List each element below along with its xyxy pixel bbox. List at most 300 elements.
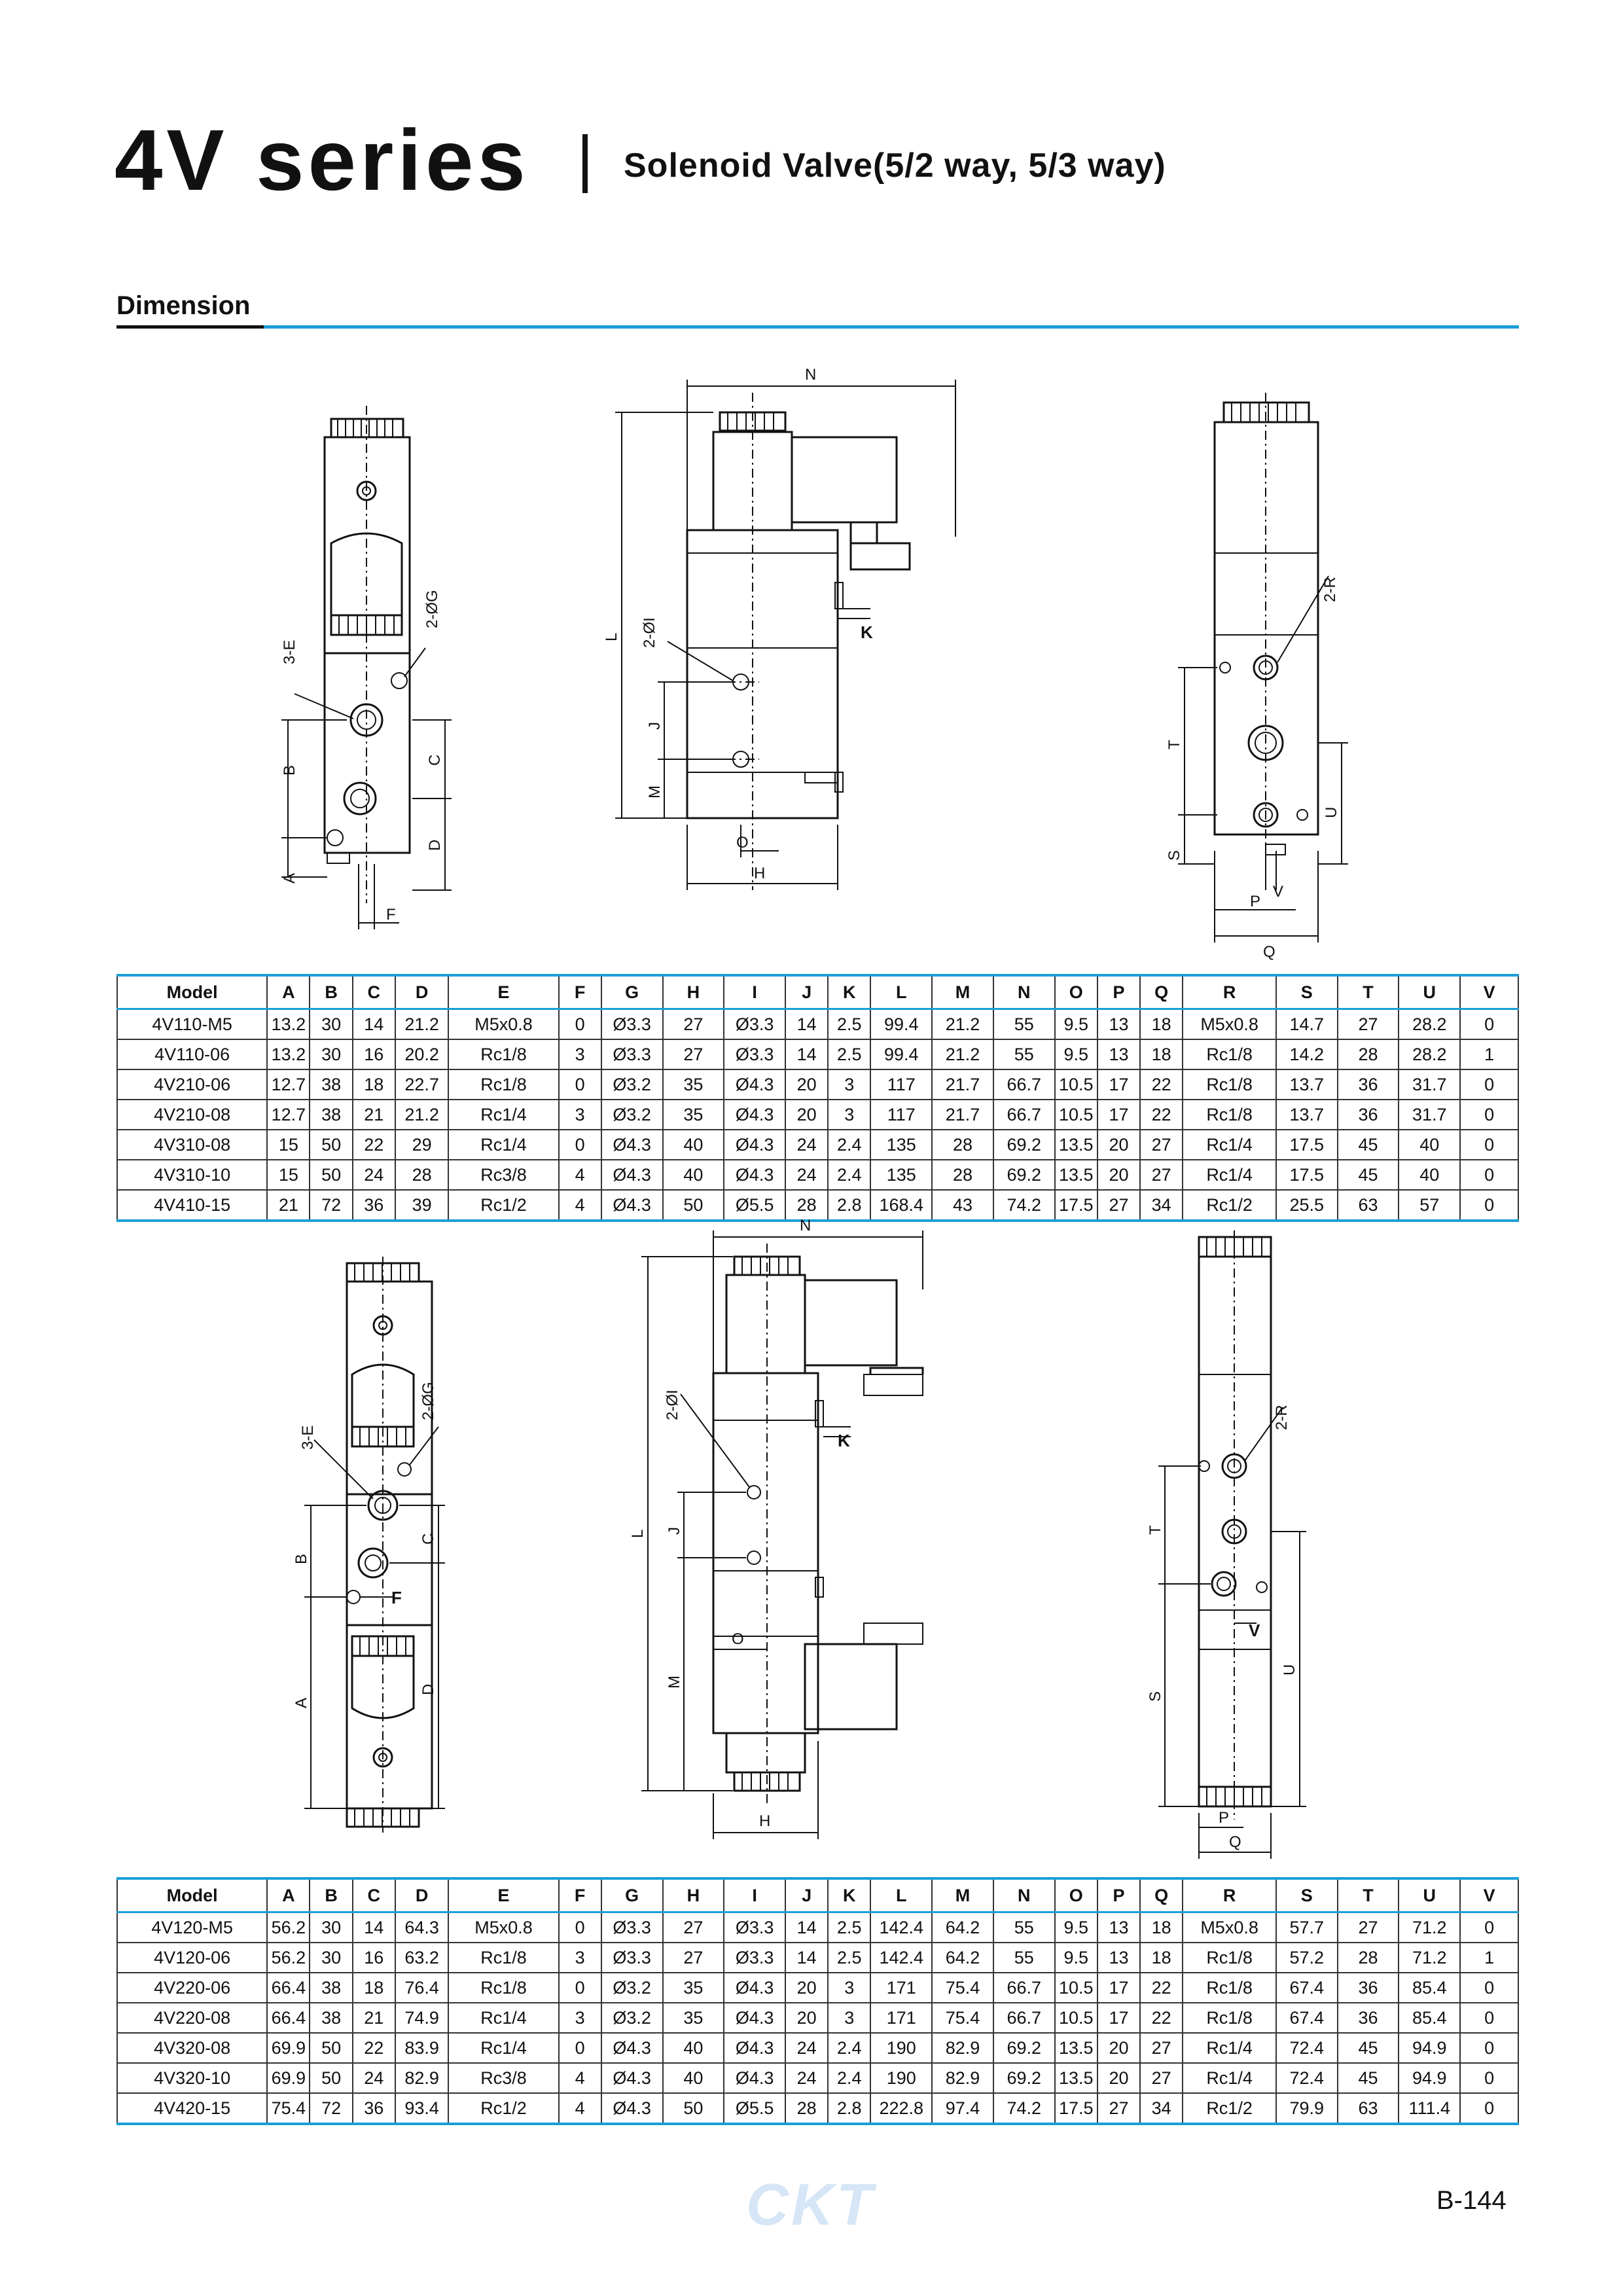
table-cell: 14 [353, 1009, 395, 1040]
end-label-P: P [1250, 893, 1261, 910]
table-cell: 20 [785, 2003, 828, 2033]
table-cell: 13.5 [1055, 2063, 1097, 2093]
col-header-n: N [993, 975, 1055, 1009]
table-cell: 0 [1460, 1009, 1518, 1040]
col-header-g: G [601, 975, 663, 1009]
table-cell: 75.4 [932, 1973, 993, 2003]
table-cell: 28.2 [1399, 1039, 1460, 1069]
col-header-r: R [1183, 1878, 1276, 1912]
table-cell: 31.7 [1399, 1069, 1460, 1100]
table-cell: 30 [310, 1912, 352, 1943]
table-cell: 66.7 [993, 1973, 1055, 2003]
table-cell: 2.8 [828, 2093, 870, 2124]
table-cell: 17.5 [1055, 2093, 1097, 2124]
spec-table-5-2-way [116, 974, 1519, 1222]
table-cell: 27 [1338, 1912, 1399, 1943]
table-cell: 13 [1097, 1039, 1140, 1069]
model-cell: 4V310-10 [117, 1160, 267, 1190]
table-cell: 83.9 [395, 2033, 449, 2063]
table-cell: 28 [932, 1160, 993, 1190]
col-header-k: K [828, 1878, 870, 1912]
table-cell: 14.7 [1276, 1009, 1338, 1040]
table-cell: 24 [785, 2063, 828, 2093]
table-cell: 9.5 [1055, 1039, 1097, 1069]
table-row [117, 2003, 1518, 2033]
col-header-b: B [310, 975, 352, 1009]
table-cell: 67.4 [1276, 2003, 1338, 2033]
table-cell: Ø4.3 [724, 1100, 785, 1130]
end-label-2R-b: 2-R [1273, 1405, 1291, 1430]
col-header-a: A [267, 975, 310, 1009]
table-cell: 13.5 [1055, 1130, 1097, 1160]
end-label-2R: 2-R [1321, 577, 1339, 602]
table-cell: 20 [785, 1100, 828, 1130]
side-label-M: M [646, 785, 664, 798]
table-cell: 13.2 [267, 1009, 310, 1040]
table-cell: 18 [1140, 1943, 1183, 1973]
col-header-c: C [353, 975, 395, 1009]
table-cell: 82.9 [932, 2033, 993, 2063]
table-cell: 20.2 [395, 1039, 449, 1069]
table-cell: 50 [310, 2033, 352, 2063]
series-subtitle: Solenoid Valve(5/2 way, 5/3 way) [624, 147, 1166, 185]
table-cell: 35 [663, 2003, 724, 2033]
table-cell: 79.9 [1276, 2093, 1338, 2124]
table-cell: 190 [870, 2063, 932, 2093]
table-cell: 22 [1140, 2003, 1183, 2033]
table-cell: Rc1/2 [448, 1190, 558, 1221]
side-label-N-b: N [800, 1217, 812, 1234]
table-cell: 94.9 [1399, 2033, 1460, 2063]
table-row [117, 1009, 1518, 1040]
col-header-d: D [395, 975, 449, 1009]
model-cell: 4V420-15 [117, 2093, 267, 2124]
side-label-H: H [754, 865, 766, 882]
table-cell: 94.9 [1399, 2063, 1460, 2093]
table-row [117, 2093, 1518, 2124]
table-cell: 171 [870, 1973, 932, 2003]
top-end-view-diagram [1139, 393, 1374, 969]
front-label-2G-b: 2-ØG [419, 1382, 437, 1420]
table-cell: 2.4 [828, 1160, 870, 1190]
side-label-N: N [805, 367, 817, 384]
table-cell: 99.4 [870, 1039, 932, 1069]
table-cell: 16 [353, 1943, 395, 1973]
front-label-C: C [426, 754, 444, 766]
table-cell: 14 [785, 1039, 828, 1069]
side-label-J: J [646, 722, 664, 730]
table-cell: 45 [1338, 1160, 1399, 1190]
table-cell: 76.4 [395, 1973, 449, 2003]
table-cell: 17.5 [1055, 1190, 1097, 1221]
table-cell: 3 [559, 2003, 601, 2033]
table-cell: 24 [785, 1160, 828, 1190]
col-header-p: P [1097, 975, 1140, 1009]
table-cell: 75.4 [267, 2093, 310, 2124]
col-header-q: Q [1140, 975, 1183, 1009]
col-header-l: L [870, 1878, 932, 1912]
col-header-e: E [448, 1878, 558, 1912]
col-header-r: R [1183, 975, 1276, 1009]
table-cell: 0 [559, 1912, 601, 1943]
end-label-T-b: T [1147, 1525, 1164, 1535]
table-cell: 28 [785, 1190, 828, 1221]
side-label-O-b: O [732, 1630, 744, 1648]
col-header-q: Q [1140, 1878, 1183, 1912]
model-cell: 4V210-08 [117, 1100, 267, 1130]
table-cell: Rc1/2 [448, 2093, 558, 2124]
table-cell: 0 [559, 1069, 601, 1100]
col-header-u: U [1399, 1878, 1460, 1912]
table-cell: Rc1/8 [1183, 1100, 1276, 1130]
table-cell: 66.4 [267, 1973, 310, 2003]
table-cell: Rc1/8 [1183, 2003, 1276, 2033]
table-cell: 135 [870, 1160, 932, 1190]
front-label-2G: 2-ØG [423, 590, 441, 628]
table-cell: 22 [353, 2033, 395, 2063]
table-cell: 72 [310, 1190, 352, 1221]
front-label-B-b: B [293, 1553, 310, 1564]
table-cell: Ø3.3 [601, 1943, 663, 1973]
table-cell: Rc3/8 [448, 2063, 558, 2093]
table-cell: Ø3.3 [601, 1009, 663, 1040]
table-cell: 64.2 [932, 1943, 993, 1973]
model-cell: 4V110-M5 [117, 1009, 267, 1040]
table-cell: 16 [353, 1039, 395, 1069]
table-cell: 17 [1097, 1973, 1140, 2003]
col-header-f: F [559, 1878, 601, 1912]
col-header-model: Model [117, 975, 267, 1009]
table-cell: 10.5 [1055, 1069, 1097, 1100]
table-cell: 18 [1140, 1039, 1183, 1069]
table-cell: 74.2 [993, 2093, 1055, 2124]
table-cell: 93.4 [395, 2093, 449, 2124]
table-cell: 31.7 [1399, 1100, 1460, 1130]
col-header-l: L [870, 975, 932, 1009]
table-cell: 27 [663, 1039, 724, 1069]
table-cell: 40 [663, 1130, 724, 1160]
table-cell: 15 [267, 1130, 310, 1160]
table-cell: 0 [559, 1973, 601, 2003]
model-cell: 4V110-06 [117, 1039, 267, 1069]
table-cell: 34 [1140, 1190, 1183, 1221]
table-cell: 28 [785, 2093, 828, 2124]
table-cell: Ø3.2 [601, 2003, 663, 2033]
table-row [117, 1130, 1518, 1160]
table-cell: 24 [353, 2063, 395, 2093]
table-cell: 20 [1097, 1130, 1140, 1160]
front-label-C-b: C [419, 1533, 437, 1545]
table-cell: 117 [870, 1069, 932, 1100]
col-header-i: I [724, 1878, 785, 1912]
table-cell: Ø3.3 [724, 1912, 785, 1943]
table-cell: 69.2 [993, 2063, 1055, 2093]
table-cell: 63.2 [395, 1943, 449, 1973]
table-cell: Ø4.3 [724, 1130, 785, 1160]
table-cell: 17 [1097, 1100, 1140, 1130]
end-label-T: T [1166, 740, 1183, 749]
table-cell: 35 [663, 1100, 724, 1130]
bottom-end-view-diagram [1139, 1230, 1335, 1865]
table-cell: 0 [1460, 1069, 1518, 1100]
table-cell: 74.2 [993, 1190, 1055, 1221]
table-cell: 30 [310, 1039, 352, 1069]
table-cell: 56.2 [267, 1943, 310, 1973]
table-cell: 2.4 [828, 2063, 870, 2093]
table-cell: 28.2 [1399, 1009, 1460, 1040]
ckt-logo: CKT [746, 2172, 875, 2238]
table-cell: 10.5 [1055, 1100, 1097, 1130]
table-cell: 40 [663, 2033, 724, 2063]
table-cell: 69.2 [993, 1130, 1055, 1160]
end-label-V: V [1273, 883, 1284, 901]
table-cell: 2.5 [828, 1039, 870, 1069]
table-cell: 39 [395, 1190, 449, 1221]
table-cell: 10.5 [1055, 1973, 1097, 2003]
table-row [117, 1912, 1518, 1943]
table-cell: 43 [932, 1190, 993, 1221]
col-header-o: O [1055, 1878, 1097, 1912]
table-cell: 13 [1097, 1912, 1140, 1943]
table-cell: 55 [993, 1943, 1055, 1973]
table-cell: Ø3.3 [724, 1039, 785, 1069]
table-cell: 2.4 [828, 2033, 870, 2063]
table-cell: 55 [993, 1009, 1055, 1040]
table-cell: 50 [310, 2063, 352, 2093]
table-cell: 40 [1399, 1160, 1460, 1190]
table-cell: 18 [1140, 1912, 1183, 1943]
table-cell: 45 [1338, 2033, 1399, 2063]
table-cell: 36 [1338, 2003, 1399, 2033]
table-cell: 20 [1097, 2033, 1140, 2063]
table-cell: 17 [1097, 1069, 1140, 1100]
table-cell: 24 [785, 2033, 828, 2063]
section-title: Dimension [116, 291, 251, 320]
table-cell: 13.5 [1055, 1160, 1097, 1190]
table-cell: 66.7 [993, 2003, 1055, 2033]
table-cell: 21.2 [395, 1100, 449, 1130]
table-cell: 66.7 [993, 1100, 1055, 1130]
table-cell: 9.5 [1055, 1009, 1097, 1040]
table-cell: Rc1/4 [1183, 1160, 1276, 1190]
table-row [117, 1190, 1518, 1221]
table-cell: Rc1/4 [448, 2003, 558, 2033]
table-cell: 71.2 [1399, 1943, 1460, 1973]
table-cell: 13 [1097, 1943, 1140, 1973]
col-header-t: T [1338, 975, 1399, 1009]
table-cell: M5x0.8 [448, 1912, 558, 1943]
table-cell: 0 [1460, 1130, 1518, 1160]
table-cell: 14.2 [1276, 1039, 1338, 1069]
table-cell: Rc1/4 [448, 2033, 558, 2063]
table-cell: Rc1/8 [1183, 1973, 1276, 2003]
table-cell: Ø5.5 [724, 1190, 785, 1221]
table-cell: 85.4 [1399, 2003, 1460, 2033]
table-cell: 3 [559, 1943, 601, 1973]
table-cell: Ø4.3 [724, 1069, 785, 1100]
table-cell: 66.7 [993, 1069, 1055, 1100]
table-cell: 50 [663, 2093, 724, 2124]
front-label-B: B [281, 764, 298, 776]
table-cell: Rc1/4 [1183, 2033, 1276, 2063]
table-cell: 71.2 [1399, 1912, 1460, 1943]
table-cell: Ø3.3 [601, 1912, 663, 1943]
table-cell: 40 [663, 2063, 724, 2093]
table-cell: 50 [310, 1160, 352, 1190]
table-cell: 222.8 [870, 2093, 932, 2124]
table-cell: M5x0.8 [448, 1009, 558, 1040]
table-cell: 56.2 [267, 1912, 310, 1943]
side-label-H-b: H [759, 1812, 771, 1830]
side-label-J-b: J [666, 1527, 683, 1535]
table-cell: 69.2 [993, 1160, 1055, 1190]
table-cell: 168.4 [870, 1190, 932, 1221]
end-label-Q: Q [1263, 943, 1275, 961]
table-cell: 21 [353, 1100, 395, 1130]
table-cell: 69.2 [993, 2033, 1055, 2063]
table-cell: 36 [353, 2093, 395, 2124]
table-row [117, 1100, 1518, 1130]
table-cell: 0 [1460, 2003, 1518, 2033]
table-cell: 35 [663, 1069, 724, 1100]
table-cell: 57.7 [1276, 1912, 1338, 1943]
col-header-n: N [993, 1878, 1055, 1912]
table-cell: 21 [267, 1190, 310, 1221]
end-label-U: U [1323, 806, 1340, 818]
table-cell: Rc1/4 [1183, 2063, 1276, 2093]
table-cell: Ø4.3 [601, 2093, 663, 2124]
col-header-f: F [559, 975, 601, 1009]
table-cell: 1 [1460, 1943, 1518, 1973]
table-cell: 14 [785, 1943, 828, 1973]
table-cell: 97.4 [932, 2093, 993, 2124]
end-label-S-b: S [1147, 1691, 1164, 1702]
table-cell: 34 [1140, 2093, 1183, 2124]
table-cell: 85.4 [1399, 1973, 1460, 2003]
table-cell: Ø3.3 [724, 1009, 785, 1040]
table-cell: 50 [663, 1190, 724, 1221]
table-cell: 50 [310, 1130, 352, 1160]
table-cell: 82.9 [395, 2063, 449, 2093]
table-cell: 3 [828, 2003, 870, 2033]
table-cell: 4 [559, 1190, 601, 1221]
title-divider [582, 134, 588, 193]
table-cell: M5x0.8 [1183, 1009, 1276, 1040]
table-cell: Ø4.3 [724, 1973, 785, 2003]
table-cell: Rc1/8 [448, 1039, 558, 1069]
table-cell: 4 [559, 2063, 601, 2093]
side-label-2I-b: 2-ØI [664, 1390, 681, 1420]
table-cell: 36 [1338, 1100, 1399, 1130]
col-header-i: I [724, 975, 785, 1009]
table-cell: 20 [1097, 2063, 1140, 2093]
table-cell: 72 [310, 2093, 352, 2124]
bottom-side-view-diagram [628, 1217, 955, 1852]
table-cell: Rc1/8 [1183, 1069, 1276, 1100]
table-cell: Ø4.3 [601, 2033, 663, 2063]
table-cell: 2.8 [828, 1190, 870, 1221]
table-cell: Ø4.3 [601, 1190, 663, 1221]
table-cell: 72.4 [1276, 2033, 1338, 2063]
table-row [117, 1973, 1518, 2003]
table-cell: Ø3.2 [601, 1100, 663, 1130]
table-cell: 27 [1140, 2033, 1183, 2063]
model-cell: 4V410-15 [117, 1190, 267, 1221]
end-label-Q-b: Q [1229, 1833, 1241, 1851]
table-cell: 40 [1399, 1130, 1460, 1160]
table-cell: 18 [353, 1069, 395, 1100]
table-cell: 142.4 [870, 1912, 932, 1943]
table-cell: 0 [1460, 1973, 1518, 2003]
side-label-O: O [736, 834, 749, 852]
page-number: B-144 [1436, 2186, 1507, 2215]
table-cell: 15 [267, 1160, 310, 1190]
table-cell: 21.7 [932, 1069, 993, 1100]
col-header-o: O [1055, 975, 1097, 1009]
table-cell: 20 [785, 1973, 828, 2003]
table-cell: 20 [785, 1069, 828, 1100]
table-cell: Rc1/8 [448, 1069, 558, 1100]
table-cell: 2.5 [828, 1009, 870, 1040]
col-header-b: B [310, 1878, 352, 1912]
series-title: 4V series [115, 112, 529, 208]
table-cell: 0 [559, 1009, 601, 1040]
table-row [117, 2063, 1518, 2093]
front-label-F-b: F [391, 1588, 402, 1607]
table-cell: 17.5 [1276, 1130, 1338, 1160]
table-cell: 2.4 [828, 1130, 870, 1160]
table-cell: 2.5 [828, 1943, 870, 1973]
table-cell: 27 [1338, 1009, 1399, 1040]
table-cell: 14 [353, 1912, 395, 1943]
table-cell: 55 [993, 1912, 1055, 1943]
table-cell: 64.2 [932, 1912, 993, 1943]
table-cell: 74.9 [395, 2003, 449, 2033]
table-cell: 38 [310, 1069, 352, 1100]
table-cell: 0 [1460, 2063, 1518, 2093]
col-header-p: P [1097, 1878, 1140, 1912]
table-cell: 0 [1460, 1100, 1518, 1130]
table-cell: 12.7 [267, 1100, 310, 1130]
section-rule [116, 325, 264, 329]
table-cell: Rc1/4 [448, 1130, 558, 1160]
table-cell: 171 [870, 2003, 932, 2033]
table-cell: Rc1/8 [448, 1943, 558, 1973]
col-header-v: V [1460, 1878, 1518, 1912]
side-label-K: K [861, 622, 873, 642]
front-label-F: F [386, 906, 396, 924]
table-cell: 142.4 [870, 1943, 932, 1973]
table-cell: Ø4.3 [724, 2003, 785, 2033]
table-cell: 3 [828, 1973, 870, 2003]
table-cell: M5x0.8 [1183, 1912, 1276, 1943]
table-cell: Rc1/8 [1183, 1039, 1276, 1069]
table-cell: 38 [310, 1973, 352, 2003]
table-cell: 27 [663, 1912, 724, 1943]
table-cell: 111.4 [1399, 2093, 1460, 2124]
table-cell: 36 [1338, 1973, 1399, 2003]
model-cell: 4V220-08 [117, 2003, 267, 2033]
top-front-view-diagram [262, 406, 471, 942]
front-label-A-b: A [293, 1697, 310, 1708]
table-cell: 0 [1460, 1160, 1518, 1190]
table-cell: 67.4 [1276, 1973, 1338, 2003]
table-cell: 28 [1338, 1039, 1399, 1069]
table-cell: 0 [1460, 1190, 1518, 1221]
table-cell: 12.7 [267, 1069, 310, 1100]
table-cell: 82.9 [932, 2063, 993, 2093]
table-cell: 36 [1338, 1069, 1399, 1100]
